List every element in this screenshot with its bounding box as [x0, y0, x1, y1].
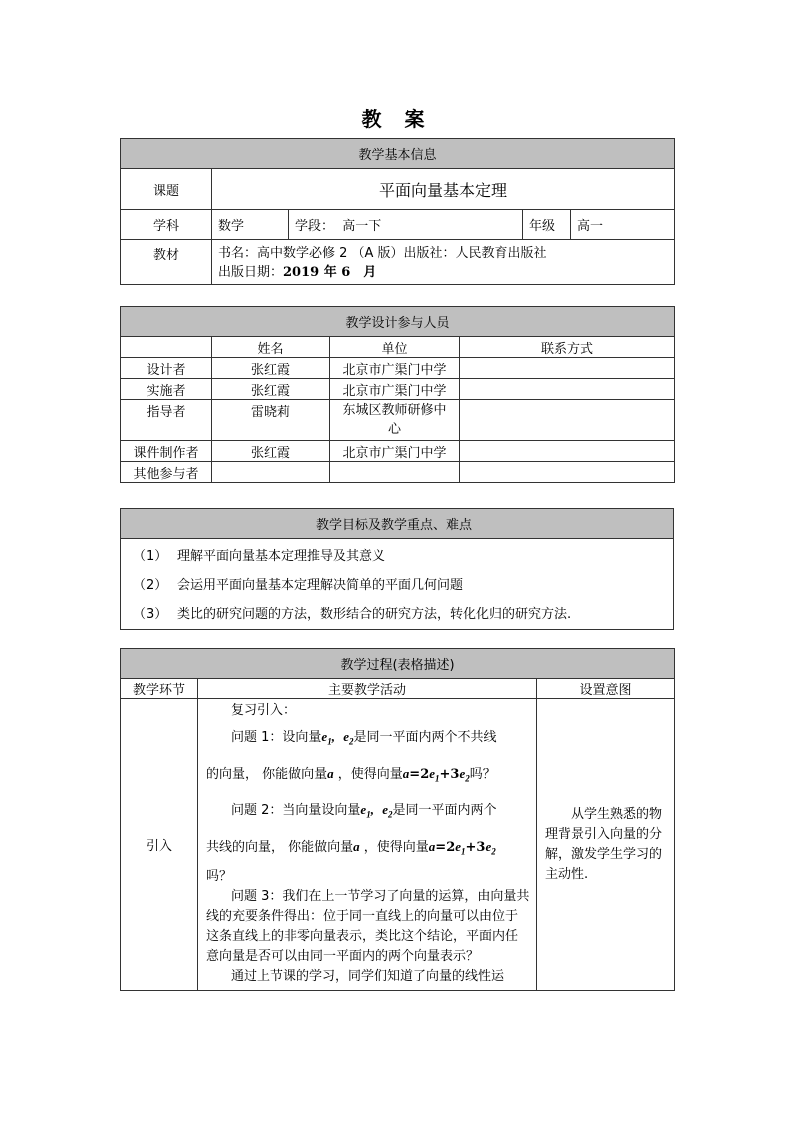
unit-cell	[330, 462, 460, 483]
question-2-end: 吗？	[206, 869, 233, 885]
table-row	[121, 462, 675, 483]
goal-number: （3）	[133, 607, 168, 622]
contact-column-header: 联系方式	[460, 337, 675, 358]
vector-equation: a	[428, 838, 436, 854]
contact-cell	[460, 441, 675, 462]
role-cell: 指导者	[121, 400, 212, 441]
textbook-line1: 书名：高中数学必修 2 （A 版）出版社：人民教育出版社	[218, 246, 547, 261]
pubdate-label: 出版日期：	[218, 265, 284, 280]
pubdate-value: 2019 年 6 月	[283, 265, 377, 280]
pubdate-line	[218, 263, 668, 282]
goal-text: 类比的研究问题的方法，数形结合的研究方法，转化化归的研究方法.	[177, 607, 572, 622]
unit-cell: 北京市广渠门中学	[330, 358, 460, 379]
participants-table	[120, 306, 675, 483]
grade-label: 年级	[523, 210, 571, 240]
vector-equation: a	[402, 765, 410, 781]
activity-column-header: 主要教学活动	[198, 679, 537, 699]
role-cell: 课件制作者	[121, 441, 212, 462]
unit-cell: 北京市广渠门中学	[330, 379, 460, 400]
table-row	[121, 400, 675, 441]
stage-value: 高一下	[342, 219, 382, 234]
contact-cell	[460, 379, 675, 400]
unit-line: 东城区教师研修中	[342, 403, 447, 418]
goal-text: 理解平面向量基本定理推导及其意义	[177, 549, 386, 564]
intent-text: 从学生熟悉的物理背景引入向量的分解，激发学生学习的主动性.	[545, 806, 663, 882]
vector-e1: $e_1$,	[321, 729, 335, 747]
subject-label: 学科	[121, 210, 212, 240]
vector-e1: $e_1$,	[360, 802, 374, 820]
process-table	[120, 648, 675, 991]
name-cell: 雷晓莉	[212, 400, 330, 441]
unit-cell	[330, 400, 460, 441]
name-cell: 张红霞	[212, 358, 330, 379]
name-cell: 张红霞	[212, 379, 330, 400]
intent-column-header: 设置意图	[537, 679, 675, 699]
vector-a: a	[327, 765, 334, 781]
unit-cell: 北京市广渠门中学	[330, 441, 460, 462]
list-item	[133, 600, 667, 629]
goals-list	[121, 539, 674, 630]
continued-text: 通过上节课的学习，同学们知道了向量的线性运	[231, 969, 505, 985]
stage-column-header: 教学环节	[121, 679, 198, 699]
process-header: 教学过程(表格描述)	[121, 649, 675, 679]
goals-header: 教学目标及教学重点、难点	[121, 509, 674, 539]
goals-table	[120, 508, 674, 630]
vector-e2: $e_2$	[382, 802, 393, 820]
role-cell: 设计者	[121, 358, 212, 379]
goal-number: （1）	[133, 549, 168, 564]
role-cell: 实施者	[121, 379, 212, 400]
name-column-header: 姓名	[212, 337, 330, 358]
role-column-header	[121, 337, 212, 358]
review-text: 复习引入：	[231, 703, 297, 718]
name-cell	[212, 462, 330, 483]
textbook-value	[212, 240, 675, 285]
topic-label: 课题	[121, 169, 212, 210]
table-row	[121, 358, 675, 379]
contact-cell	[460, 358, 675, 379]
basic-info-table	[120, 138, 675, 285]
stage-cell: 引入	[121, 699, 198, 991]
list-item	[133, 571, 667, 600]
question-1: 问题 1：设向量$e_1$, $e_2$是同一平面内两个不共线 的向量， 你能做向量a ，使得向量$a=2e_1+3e_2$吗？ 问题 2：当向量设向量$e_1$, $e_2$是同一平面内两个 共线的向量， 你能做向量a ，使得向量$a=2e_1+3e_2$	[206, 729, 497, 857]
name-cell: 张红霞	[212, 441, 330, 462]
stage-cell	[289, 210, 523, 240]
subject-value: 数学	[212, 210, 289, 240]
grade-value: 高一	[571, 210, 675, 240]
vector-e2: $e_2$	[343, 729, 354, 747]
page-title: 教 案	[361, 107, 433, 131]
role-cell: 其他参与者	[121, 462, 212, 483]
textbook-label: 教材	[121, 240, 212, 285]
intent-cell	[537, 699, 675, 991]
activity-cell	[198, 699, 537, 991]
question-3: 问题 3：我们在上一节学习了向量的运算，由向量共线的充要条件得出：位于同一直线上的向量可以由位于这条直线上的非零向量表示，类比这个结论，平面内任意向量是否可以由同一平面内的两个向量表示？	[206, 889, 530, 965]
goal-number: （2）	[133, 578, 168, 593]
contact-cell	[460, 462, 675, 483]
stage-label: 学段：	[295, 219, 335, 234]
table-row	[121, 379, 675, 400]
unit-line: 心	[387, 422, 401, 437]
goal-text: 会运用平面向量基本定理解决简单的平面几何问题	[177, 578, 464, 593]
participants-header: 教学设计参与人员	[121, 307, 675, 337]
basic-info-header: 教学基本信息	[121, 139, 675, 169]
list-item	[133, 542, 667, 571]
contact-cell	[460, 400, 675, 441]
topic-value: 平面向量基本定理	[212, 169, 675, 210]
unit-column-header: 单位	[330, 337, 460, 358]
vector-a: a	[353, 838, 360, 854]
table-row	[121, 441, 675, 462]
